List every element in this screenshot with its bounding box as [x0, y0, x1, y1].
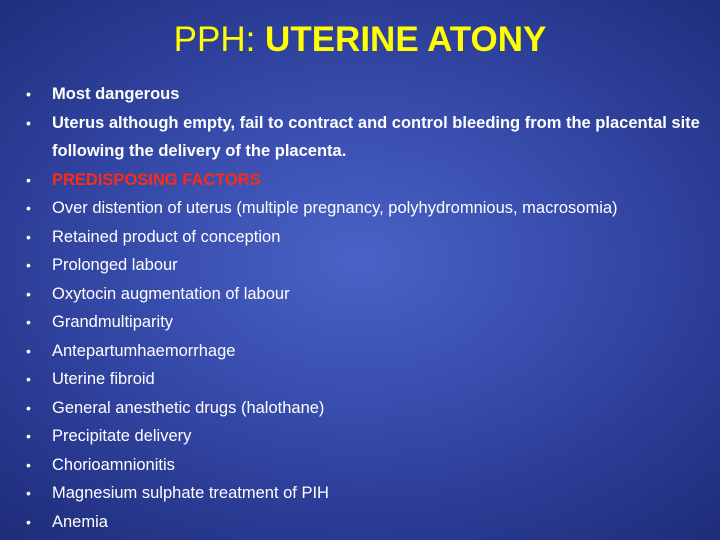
bullet-item — [24, 308, 714, 337]
bullet-dot: • — [26, 456, 31, 473]
bullet-dot: • — [26, 200, 31, 216]
bullet-item — [24, 166, 714, 195]
bullet-item — [24, 365, 714, 394]
section-heading: PREDISPOSING FACTORS — [52, 170, 261, 189]
bullet-item — [24, 337, 714, 366]
bullet-dot: • — [26, 257, 31, 273]
bullet-text: Magnesium sulphate treatment of PIH — [52, 484, 329, 502]
bullet-dot: • — [26, 428, 31, 444]
bullet-dot: • — [26, 485, 31, 501]
bullet-text: Retained product of conception — [52, 227, 281, 246]
bullet-item — [24, 251, 714, 280]
bullet-text: General anesthetic drugs (halothane) — [52, 398, 325, 417]
bullet-dot: • — [26, 399, 31, 416]
bullet-dot: • — [26, 114, 31, 131]
bullet-text: Antepartumhaemorrhage — [52, 341, 236, 360]
bullet-dot: • — [26, 513, 31, 530]
bullet-text: Chorioamnionitis — [52, 455, 175, 474]
bullet-dot: • — [26, 228, 31, 245]
bullet-dot: • — [26, 171, 31, 188]
bullet-item — [24, 394, 714, 423]
slide-title — [0, 18, 720, 62]
bullet-item — [24, 109, 714, 166]
bullet-item — [24, 80, 714, 109]
bullet-text: Oxytocin augmentation of labour — [52, 284, 290, 303]
bullet-item — [24, 479, 714, 508]
bullet-item — [24, 422, 714, 451]
title-emphasis: UTERINE ATONY — [265, 20, 547, 59]
bullet-text: Precipitate delivery — [52, 427, 192, 445]
bullet-text: Anemia — [52, 512, 108, 531]
bullet-dot: • — [26, 371, 31, 387]
bullet-text: Uterus although empty, fail to contract and control bleeding from the placental site following the delivery of the placenta. — [52, 113, 700, 160]
title-prefix: PPH: — [173, 20, 266, 59]
bullet-item — [24, 280, 714, 309]
bullet-item — [24, 194, 714, 223]
bullet-list — [24, 80, 714, 536]
bullet-text: Prolonged labour — [52, 256, 178, 274]
bullet-dot: • — [26, 86, 31, 102]
bullet-item — [24, 451, 714, 480]
bullet-text: Uterine fibroid — [52, 370, 155, 388]
bullet-text: Most dangerous — [52, 85, 180, 103]
bullet-item — [24, 223, 714, 252]
bullet-dot: • — [26, 285, 31, 302]
bullet-text: Over distention of uterus (multiple pregnancy, polyhydromnious, macrosomia) — [52, 199, 618, 217]
bullet-text: Grandmultiparity — [52, 313, 174, 331]
bullet-dot: • — [26, 342, 31, 359]
bullet-dot: • — [26, 314, 31, 330]
bullet-item — [24, 508, 714, 537]
